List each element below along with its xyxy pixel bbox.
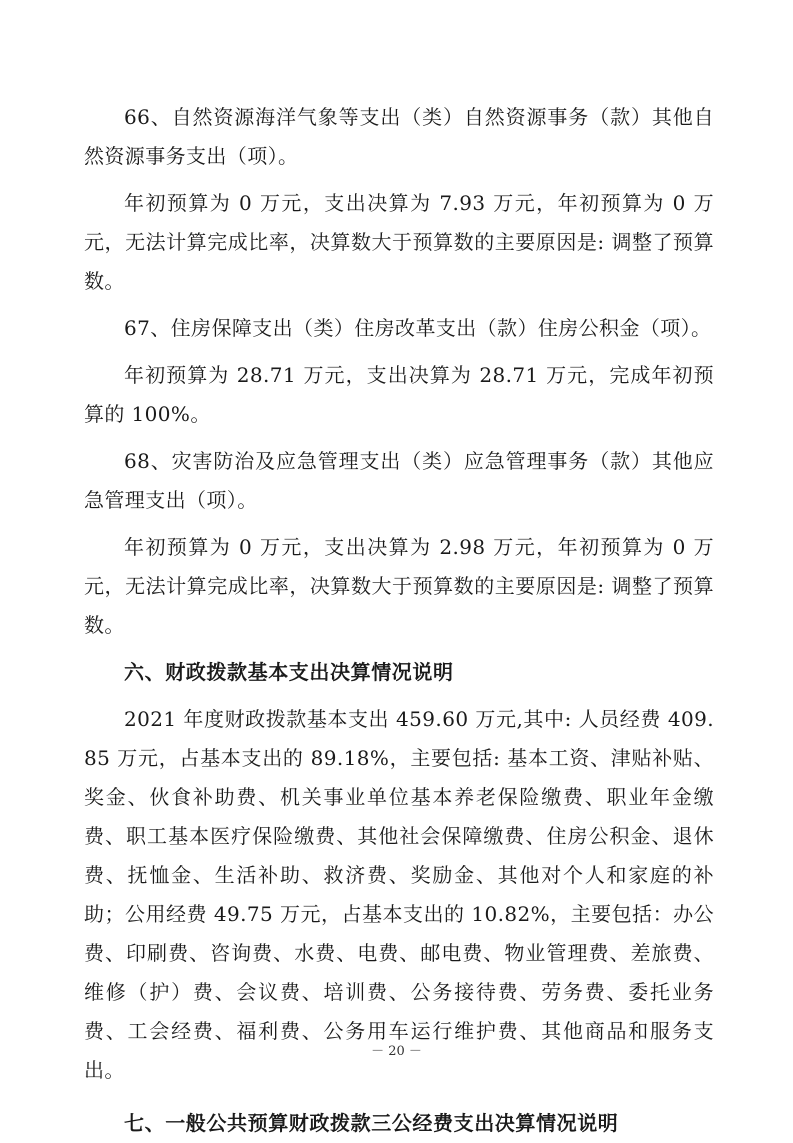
item-67-title: 67、住房保障支出（类）住房改革支出（款）住房公积金（项）。 [124,316,712,340]
section-7-heading: 七、一般公共预算财政拨款三公经费支出决算情况说明 [124,1111,619,1135]
item-66-body: 年初预算为 0 万元，支出决算为 7.93 万元，年初预算为 0 万元，无法计算完成比率，决算数大于预算数的主要原因是: 调整了预算数。 [84,191,714,293]
page-content [84,98,714,1143]
item-66-title: 66、自然资源海洋气象等支出（类）自然资源事务（款）其他自然资源事务支出（项）。 [84,105,714,168]
page-number: － 20 － [371,1044,422,1059]
item-67-body: 年初预算为 28.71 万元，支出决算为 28.71 万元，完成年初预算的 100%。 [84,363,714,426]
section-6-body: 2021 年度财政拨款基本支出 459.60 万元,其中: 人员经费 409.85 万元，占基本支出的 89.18%，主要包括: 基本工资、津贴补贴、奖金、伙食补助费、机关事业单位基本养老保险缴费、职业年金缴费、职工基本医疗保险缴费、其他社会保障缴费、住房公积金、退休费、抚恤金、生活补助、救济费、奖励金、其他对个人和家庭的补助；公用经费 49.75 万元，占基本支出的 10.82%，主要包括：办公费、印刷费、咨询费、水费、电费、邮电费、物业管理费、差旅费、维修（护）费、会议费、培训费、公务接待费、劳务费、委托业务费、工会经费、福利费、公务用车运行维护费、其他商品和服务支出。 [84,707,714,1082]
item-68-title: 68、灾害防治及应急管理支出（类）应急管理事务（款）其他应急管理支出（项）。 [84,449,714,512]
item-68-body: 年初预算为 0 万元，支出决算为 2.98 万元，年初预算为 0 万元，无法计算完成比率，决算数大于预算数的主要原因是: 调整了预算数。 [84,535,714,637]
section-6-heading: 六、财政拨款基本支出决算情况说明 [124,660,454,684]
